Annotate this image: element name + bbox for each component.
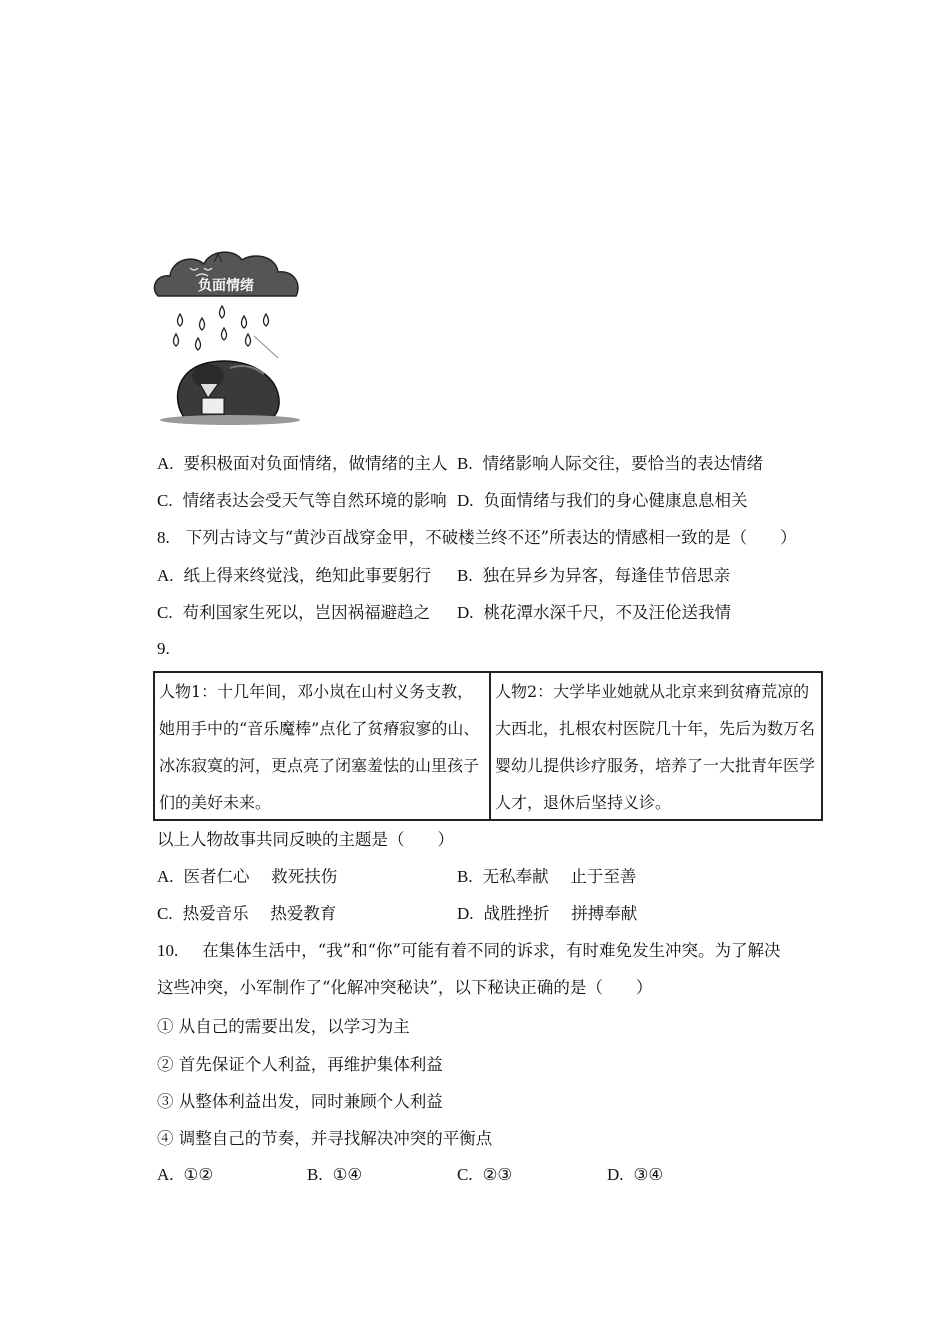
q7-option-c-text: 情绪表达会受天气等自然环境的影响 — [182, 491, 447, 510]
q8-stem-line — [157, 527, 797, 549]
q9-option-b[interactable] — [457, 866, 636, 888]
rain-cloud-sad-person-icon — [150, 238, 310, 428]
q9-option-d[interactable] — [457, 903, 637, 925]
q9-option-d-text: 战胜挫折 拼搏奉献 — [483, 904, 638, 923]
q7-option-b-letter: B. — [457, 454, 473, 473]
q7-option-b-text: 情绪影响人际交往，要恰当的表达情绪 — [482, 454, 764, 473]
q10-stem-line-2: 这些冲突，小军制作了“化解冲突秘诀”，以下秘诀正确的是（ ） — [157, 978, 653, 997]
q8-option-b-letter: B. — [457, 566, 473, 585]
q7-option-a-text: 要积极面对负面情绪，做情绪的主人 — [183, 454, 448, 473]
q9-stem: 以上人物故事共同反映的主题是（ ） — [157, 830, 454, 849]
q7-option-a[interactable] — [157, 453, 448, 475]
q10-option-c-letter: C. — [457, 1165, 473, 1184]
q10-option-a-text: ①② — [183, 1165, 214, 1184]
people-story-table — [153, 671, 823, 821]
q9-option-b-text: 无私奉献 止于至善 — [482, 867, 637, 886]
q10-statement-2: ② 首先保证个人利益，再维护集体利益 — [157, 1055, 443, 1074]
q8-option-b-text: 独在异乡为异客，每逢佳节倍思亲 — [482, 566, 731, 585]
q8-option-c[interactable] — [157, 602, 430, 624]
q10-statement-3: ③ 从整体利益出发，同时兼顾个人利益 — [157, 1092, 443, 1111]
q10-option-b-text: ①④ — [332, 1165, 363, 1184]
q7-option-d[interactable] — [457, 490, 748, 512]
q8-option-c-text: 苟利国家生死以，岂因祸福避趋之 — [182, 603, 431, 622]
q10-option-c[interactable] — [457, 1164, 512, 1186]
q9-option-a-text: 医者仁心 救死扶伤 — [183, 867, 338, 886]
q10-stem-line-1 — [157, 940, 781, 962]
q10-option-a-letter: A. — [157, 1165, 174, 1184]
q10-option-d[interactable] — [607, 1164, 663, 1186]
q7-option-d-text: 负面情绪与我们的身心健康息息相关 — [483, 491, 748, 510]
q8-number: 8. — [157, 528, 170, 547]
q8-option-d[interactable] — [457, 602, 731, 624]
q7-option-d-letter: D. — [457, 491, 474, 510]
q9-number: 9. — [157, 639, 170, 658]
q9-option-a[interactable] — [157, 866, 337, 888]
q10-option-b[interactable] — [307, 1164, 362, 1186]
q9-option-b-letter: B. — [457, 867, 473, 886]
q10-option-b-letter: B. — [307, 1165, 323, 1184]
q10-option-a[interactable] — [157, 1164, 213, 1186]
q7-option-c[interactable] — [157, 490, 447, 512]
q8-stem: 下列古诗文与“黄沙百战穿金甲，不破楼兰终不还”所表达的情感相一致的是（ ） — [185, 528, 797, 547]
negative-emotion-cartoon — [150, 238, 310, 428]
q10-stem-1: 在集体生活中，“我”和“你”可能有着不同的诉求，有时难免发生冲突。为了解决 — [202, 941, 781, 960]
q8-option-b[interactable] — [457, 565, 730, 587]
q8-option-a-letter: A. — [157, 566, 174, 585]
q8-option-c-letter: C. — [157, 603, 173, 622]
q7-option-a-letter: A. — [157, 454, 174, 473]
q8-option-d-letter: D. — [457, 603, 474, 622]
q7-option-c-letter: C. — [157, 491, 173, 510]
q10-statement-4: ④ 调整自己的节奏，并寻找解决冲突的平衡点 — [157, 1129, 493, 1148]
cloud-label: 负面情绪 — [198, 278, 254, 294]
q10-statement-1: ① 从自己的需要出发，以学习为主 — [157, 1017, 410, 1036]
q10-option-d-letter: D. — [607, 1165, 624, 1184]
q9-option-c[interactable] — [157, 903, 336, 925]
q9-option-c-letter: C. — [157, 904, 173, 923]
q9-option-c-text: 热爱音乐 热爱教育 — [182, 904, 337, 923]
q8-option-a-text: 纸上得来终觉浅，绝知此事要躬行 — [183, 566, 432, 585]
person-2-cell: 人物2：大学毕业她就从北京来到贫瘠荒凉的大西北，扎根农村医院几十年，先后为数万名婴幼儿提供诊疗服务，培养了一大批青年医学人才，退休后坚持义诊。 — [495, 682, 816, 812]
person-1-cell: 人物1：十几年间，邓小岚在山村义务支教，她用手中的“音乐魔棒”点化了贫瘠寂寥的山、冰冻寂寞的河，更点亮了闭塞羞怯的山里孩子们的美好未来。 — [155, 673, 491, 819]
q10-option-d-text: ③④ — [633, 1165, 664, 1184]
q8-option-a[interactable] — [157, 565, 431, 587]
q10-number: 10. — [157, 941, 179, 960]
q10-option-c-text: ②③ — [482, 1165, 513, 1184]
q7-option-b[interactable] — [457, 453, 763, 475]
q9-option-a-letter: A. — [157, 867, 174, 886]
q9-option-d-letter: D. — [457, 904, 474, 923]
q8-option-d-text: 桃花潭水深千尺，不及汪伦送我情 — [483, 603, 732, 622]
